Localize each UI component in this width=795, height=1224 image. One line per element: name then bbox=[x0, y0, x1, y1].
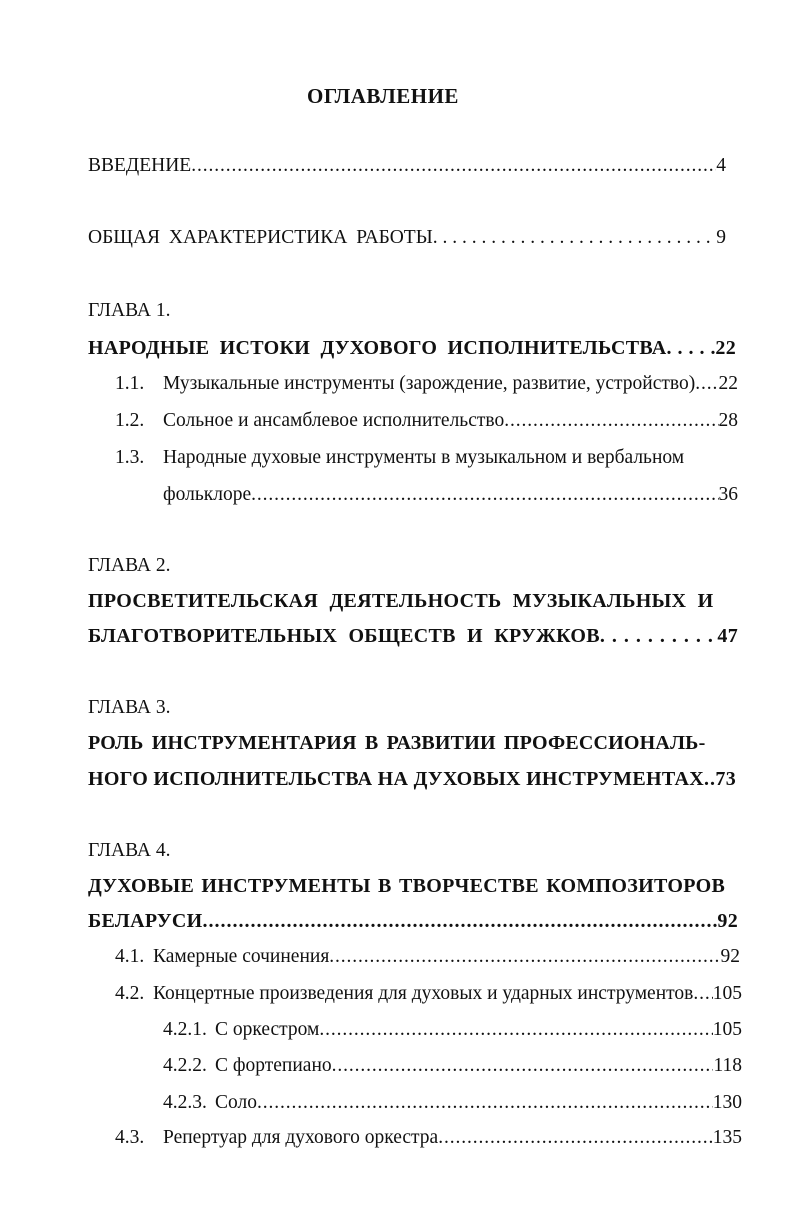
entry-page: 36 bbox=[718, 484, 738, 505]
section-number: 1.1. bbox=[115, 373, 145, 394]
leader-dots bbox=[666, 337, 715, 360]
chapter-2-title-line-2 bbox=[88, 625, 738, 648]
leader-dots bbox=[251, 484, 718, 506]
leader-dots bbox=[329, 946, 720, 968]
leader-dots bbox=[600, 625, 718, 648]
section-number: 4.2.2. bbox=[163, 1055, 207, 1076]
entry-text: Соло bbox=[215, 1092, 257, 1113]
entry-page: 92 bbox=[717, 910, 738, 932]
entry-page: 9 bbox=[716, 227, 726, 248]
entry-page: 22 bbox=[718, 373, 738, 394]
leader-dots bbox=[319, 1019, 712, 1041]
entry-page: 4 bbox=[716, 155, 726, 176]
chapter-1-label: ГЛАВА 1. bbox=[88, 300, 171, 321]
section-number: 4.3. bbox=[115, 1127, 145, 1148]
entry-page: 130 bbox=[712, 1092, 742, 1113]
leader-dots bbox=[257, 1092, 713, 1114]
entry-text: ВВЕДЕНИЕ bbox=[88, 155, 192, 176]
toc-entry-intro bbox=[88, 155, 726, 177]
leader-dots bbox=[438, 1127, 713, 1149]
entry-page: 22 bbox=[715, 337, 736, 359]
section-1-3-continuation bbox=[163, 484, 738, 506]
chapter-2-title-line-1: ПРОСВЕТИТЕЛЬСКАЯ ДЕЯТЕЛЬНОСТЬ МУЗЫКАЛЬНЫХ И bbox=[88, 590, 714, 612]
section-4-2 bbox=[115, 983, 742, 1005]
section-1-3 bbox=[115, 447, 684, 469]
leader-dots bbox=[433, 227, 717, 249]
chapter-4-title-line-2 bbox=[88, 910, 738, 933]
entry-text: БЕЛАРУСИ bbox=[88, 910, 203, 932]
entry-page: 135 bbox=[712, 1127, 742, 1148]
entry-text: Народные духовые инструменты в музыкальном и вербальном bbox=[163, 447, 685, 468]
chapter-3-label: ГЛАВА 3. bbox=[88, 697, 171, 718]
chapter-1-title bbox=[88, 337, 736, 360]
chapter-2-label: ГЛАВА 2. bbox=[88, 555, 171, 576]
leader-dots bbox=[332, 1055, 714, 1077]
section-1-1 bbox=[115, 373, 738, 395]
entry-text: фольклоре bbox=[163, 484, 252, 505]
leader-dots bbox=[202, 910, 717, 933]
entry-text: С фортепиано bbox=[215, 1055, 332, 1076]
section-number: 4.1. bbox=[115, 946, 145, 967]
entry-page: 47 bbox=[717, 625, 738, 647]
section-4-2-3 bbox=[163, 1092, 742, 1114]
entry-text: Репертуар для духового оркестра bbox=[163, 1127, 439, 1148]
section-1-2 bbox=[115, 410, 738, 432]
chapter-3-title-line-1: РОЛЬ ИНСТРУМЕНТАРИЯ В РАЗВИТИИ ПРОФЕССИОНАЛЬ- bbox=[88, 732, 706, 754]
entry-page: 118 bbox=[713, 1055, 742, 1076]
chapter-4-title-line-1: ДУХОВЫЕ ИНСТРУМЕНТЫ В ТВОРЧЕСТВЕ КОМПОЗИТОРОВ bbox=[88, 875, 726, 897]
entry-page: 28 bbox=[718, 410, 738, 431]
entry-text: Музыкальные инструменты (зарождение, развитие, устройство) bbox=[163, 373, 696, 394]
leader-dots bbox=[504, 410, 718, 432]
section-number: 4.2.1. bbox=[163, 1019, 207, 1040]
entry-text: НОГО ИСПОЛНИТЕЛЬСТВА НА ДУХОВЫХ ИНСТРУМЕНТАХ bbox=[88, 768, 704, 790]
section-4-2-2 bbox=[163, 1055, 742, 1077]
toc-entry-general bbox=[88, 227, 726, 249]
section-4-1 bbox=[115, 946, 740, 968]
section-4-2-1 bbox=[163, 1019, 742, 1041]
toc-title: ОГЛАВЛЕНИЕ bbox=[307, 84, 459, 108]
entry-page: 105 bbox=[712, 1019, 742, 1040]
leader-dots bbox=[704, 768, 715, 791]
entry-page: 73 bbox=[715, 768, 736, 790]
leader-dots bbox=[191, 155, 716, 177]
entry-page: 92 bbox=[720, 946, 740, 967]
section-number: 1.3. bbox=[115, 447, 145, 468]
entry-text: БЛАГОТВОРИТЕЛЬНЫХ ОБЩЕСТВ И КРУЖКОВ bbox=[88, 625, 600, 647]
entry-text: Сольное и ансамблевое исполнительство bbox=[163, 410, 505, 431]
section-number: 4.2. bbox=[115, 983, 145, 1004]
entry-text: Камерные сочинения bbox=[153, 946, 330, 967]
entry-text: НАРОДНЫЕ ИСТОКИ ДУХОВОГО ИСПОЛНИТЕЛЬСТВА bbox=[88, 337, 667, 359]
section-number: 4.2.3. bbox=[163, 1092, 207, 1113]
entry-text: ОБЩАЯ ХАРАКТЕРИСТИКА РАБОТЫ bbox=[88, 227, 433, 248]
entry-text: Концертные произведения для духовых и ударных инструментов bbox=[153, 983, 694, 1004]
section-number: 1.2. bbox=[115, 410, 145, 431]
chapter-4-label: ГЛАВА 4. bbox=[88, 840, 171, 861]
chapter-3-title-line-2 bbox=[88, 768, 736, 791]
entry-text: С оркестром bbox=[215, 1019, 320, 1040]
section-4-3 bbox=[115, 1127, 742, 1149]
leader-dots bbox=[695, 373, 718, 395]
entry-page: 105 bbox=[712, 983, 742, 1004]
leader-dots bbox=[693, 983, 712, 1005]
